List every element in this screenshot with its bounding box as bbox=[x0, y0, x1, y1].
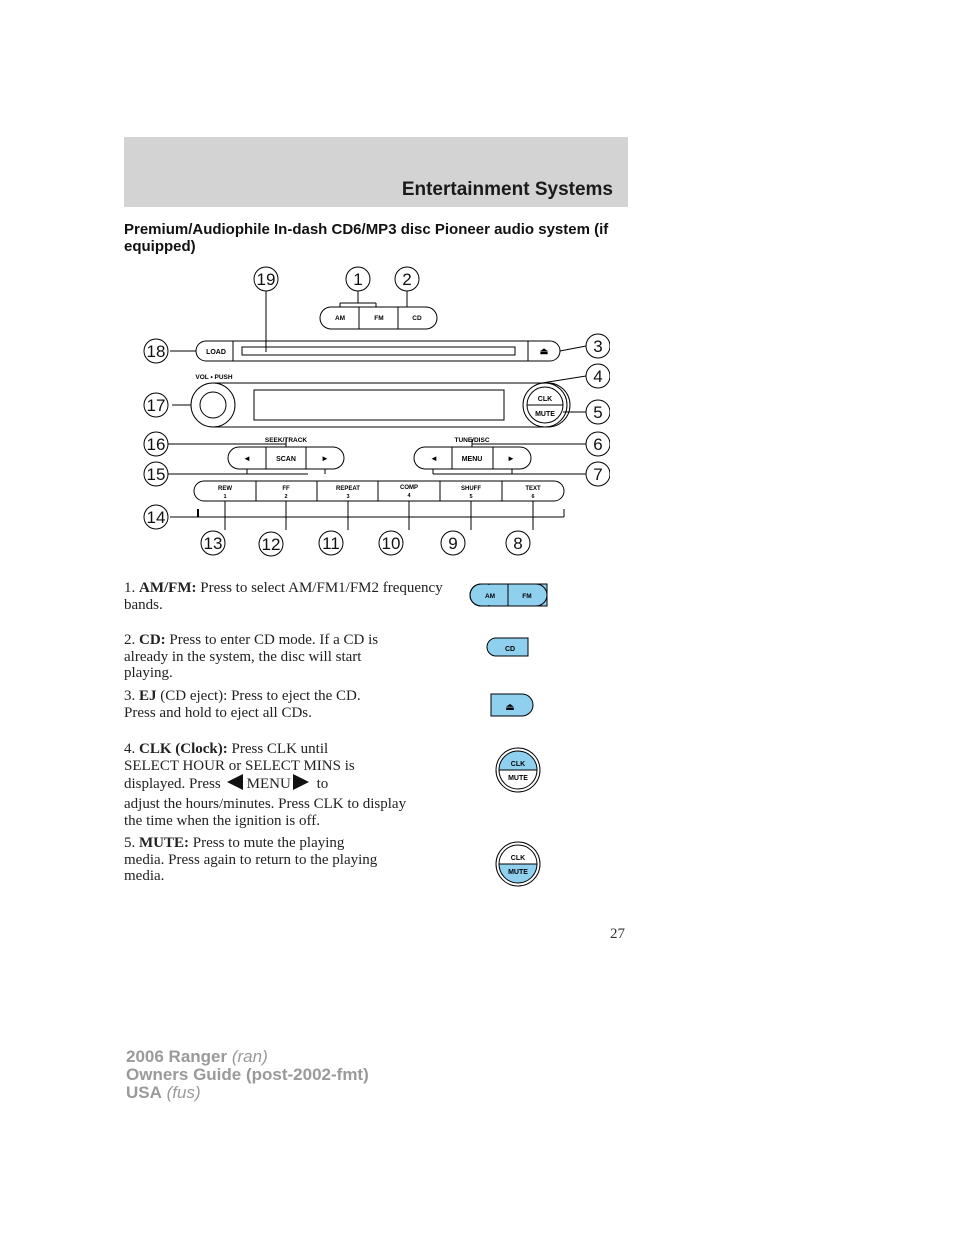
page-number: 27 bbox=[610, 926, 625, 942]
footer-model-code: (ran) bbox=[227, 1047, 268, 1066]
mute-icon-label: MUTE bbox=[508, 775, 528, 782]
item-am-fm bbox=[124, 580, 454, 613]
clk-icon-label: CLK bbox=[510, 761, 526, 768]
preset-label: TEXT bbox=[525, 486, 541, 492]
diagram-scan-label: SCAN bbox=[276, 456, 296, 463]
item-term: AM/FM: bbox=[139, 580, 197, 596]
diagram-load-label: LOAD bbox=[206, 349, 226, 356]
item-text: Press to select AM/FM1/FM2 frequency bands. bbox=[124, 580, 443, 613]
diagram-eject-icon: ⏏ bbox=[539, 346, 549, 356]
header-bar bbox=[124, 137, 628, 207]
item-term: CLK (Clock): bbox=[139, 741, 228, 757]
item-mute bbox=[124, 835, 384, 885]
diagram-clk-label: CLK bbox=[537, 396, 553, 403]
item-term: CD: bbox=[139, 632, 166, 648]
page-header-title: Entertainment Systems bbox=[401, 179, 613, 200]
diagram-am-label: AM bbox=[334, 315, 346, 322]
menu-word: MENU bbox=[246, 776, 291, 792]
item-text: adjust the hours/minutes. Press CLK to display the time when the ignition is off. bbox=[124, 796, 407, 829]
callout-number: 15 bbox=[146, 465, 166, 484]
clk-icon-label: CLK bbox=[510, 855, 526, 862]
item-clock bbox=[124, 741, 379, 793]
item-term: EJ bbox=[139, 688, 157, 704]
diagram-tune-left-arrow: ◄ bbox=[430, 454, 438, 463]
preset-number: 3 bbox=[346, 494, 350, 500]
callout-number: 5 bbox=[593, 403, 603, 422]
diagram-seek-right-arrow: ► bbox=[321, 454, 329, 463]
item-text: Press to enter CD mode. If a CD is already in the system, the disc will start playing. bbox=[124, 632, 379, 681]
callout-number: 3 bbox=[593, 337, 603, 356]
cd-icon-label: CD bbox=[504, 646, 516, 653]
fm-icon-label: FM bbox=[522, 593, 532, 600]
callout-number: 17 bbox=[146, 396, 166, 415]
callout-number: 14 bbox=[146, 508, 166, 527]
diagram-tune-disc-label: TUNE/DISC bbox=[454, 437, 490, 444]
preset-number: 2 bbox=[284, 494, 288, 500]
callout-number: 13 bbox=[203, 534, 223, 553]
item-text: (CD eject): Press to eject the CD. Press and hold to eject all CDs. bbox=[124, 688, 361, 721]
item-number: 4. bbox=[124, 741, 136, 757]
diagram-fm-label: FM bbox=[374, 315, 384, 322]
preset-number: 4 bbox=[407, 493, 411, 499]
callout-number: 2 bbox=[402, 270, 412, 289]
callout-number: 11 bbox=[322, 534, 340, 553]
item-number: 3. bbox=[124, 688, 136, 704]
item-cd bbox=[124, 632, 384, 682]
preset-label: COMP bbox=[400, 485, 418, 491]
left-arrow-icon bbox=[227, 774, 243, 790]
callout-number: 18 bbox=[146, 342, 166, 361]
cd-button-icon bbox=[486, 637, 530, 659]
callout-number: 1 bbox=[353, 270, 363, 289]
footer-guide: Owners Guide (post-2002-fmt) bbox=[126, 1065, 369, 1084]
preset-number: 6 bbox=[531, 494, 535, 500]
callout-number: 16 bbox=[146, 435, 166, 454]
preset-label: FF bbox=[282, 486, 290, 492]
footer-market-code: (fus) bbox=[161, 1083, 201, 1102]
item-clock-continued bbox=[124, 796, 424, 829]
right-arrow-icon bbox=[293, 774, 309, 790]
preset-label: SHUFF bbox=[461, 486, 481, 492]
preset-label: REW bbox=[218, 486, 232, 492]
item-text: Press CLK until SELECT HOUR or SELECT MINS is displayed. Press bbox=[124, 741, 355, 792]
radio-diagram bbox=[130, 255, 610, 560]
callout-number: 4 bbox=[593, 367, 603, 386]
item-number: 5. bbox=[124, 835, 136, 851]
footer-model: 2006 Ranger bbox=[126, 1047, 228, 1066]
diagram-cd-label: CD bbox=[412, 315, 422, 322]
callout-number: 12 bbox=[261, 535, 281, 554]
diagram-seek-track-label: SEEK/TRACK bbox=[264, 437, 308, 444]
item-text: Press to mute the playing media. Press again to return to the playing media. bbox=[124, 835, 378, 884]
diagram-seek-left-arrow: ◄ bbox=[243, 454, 251, 463]
diagram-mute-label: MUTE bbox=[535, 411, 555, 418]
mute-button-icon bbox=[494, 840, 542, 888]
callout-number: 19 bbox=[256, 270, 276, 289]
eject-symbol: ⏏ bbox=[505, 702, 515, 713]
preset-number: 1 bbox=[223, 494, 227, 500]
footer-market: USA bbox=[126, 1083, 162, 1102]
am-icon-label: AM bbox=[484, 593, 496, 600]
preset-label: REPEAT bbox=[336, 486, 360, 492]
diagram-menu-label: MENU bbox=[461, 456, 483, 463]
diagram-vol-push-label: VOL • PUSH bbox=[195, 374, 233, 381]
item-eject bbox=[124, 688, 384, 721]
callout-number: 6 bbox=[593, 435, 603, 454]
section-title: Premium/Audiophile In-dash CD6/MP3 disc Pioneer audio system (if equipped) bbox=[124, 221, 609, 255]
item-term: MUTE: bbox=[139, 835, 189, 851]
diagram-tune-right-arrow: ► bbox=[507, 454, 515, 463]
clk-button-icon bbox=[494, 746, 542, 794]
footer bbox=[126, 1048, 369, 1102]
item-text: to bbox=[312, 776, 329, 792]
item-number: 1. bbox=[124, 580, 136, 596]
am-fm-button-icon bbox=[469, 583, 551, 609]
item-number: 2. bbox=[124, 632, 136, 648]
callout-number: 7 bbox=[593, 465, 603, 484]
callout-number: 9 bbox=[448, 534, 458, 553]
callout-number: 10 bbox=[381, 534, 401, 553]
callout-number: 8 bbox=[513, 534, 523, 553]
eject-icon bbox=[490, 693, 534, 719]
preset-number: 5 bbox=[469, 494, 473, 500]
mute-icon-label: MUTE bbox=[508, 869, 528, 876]
